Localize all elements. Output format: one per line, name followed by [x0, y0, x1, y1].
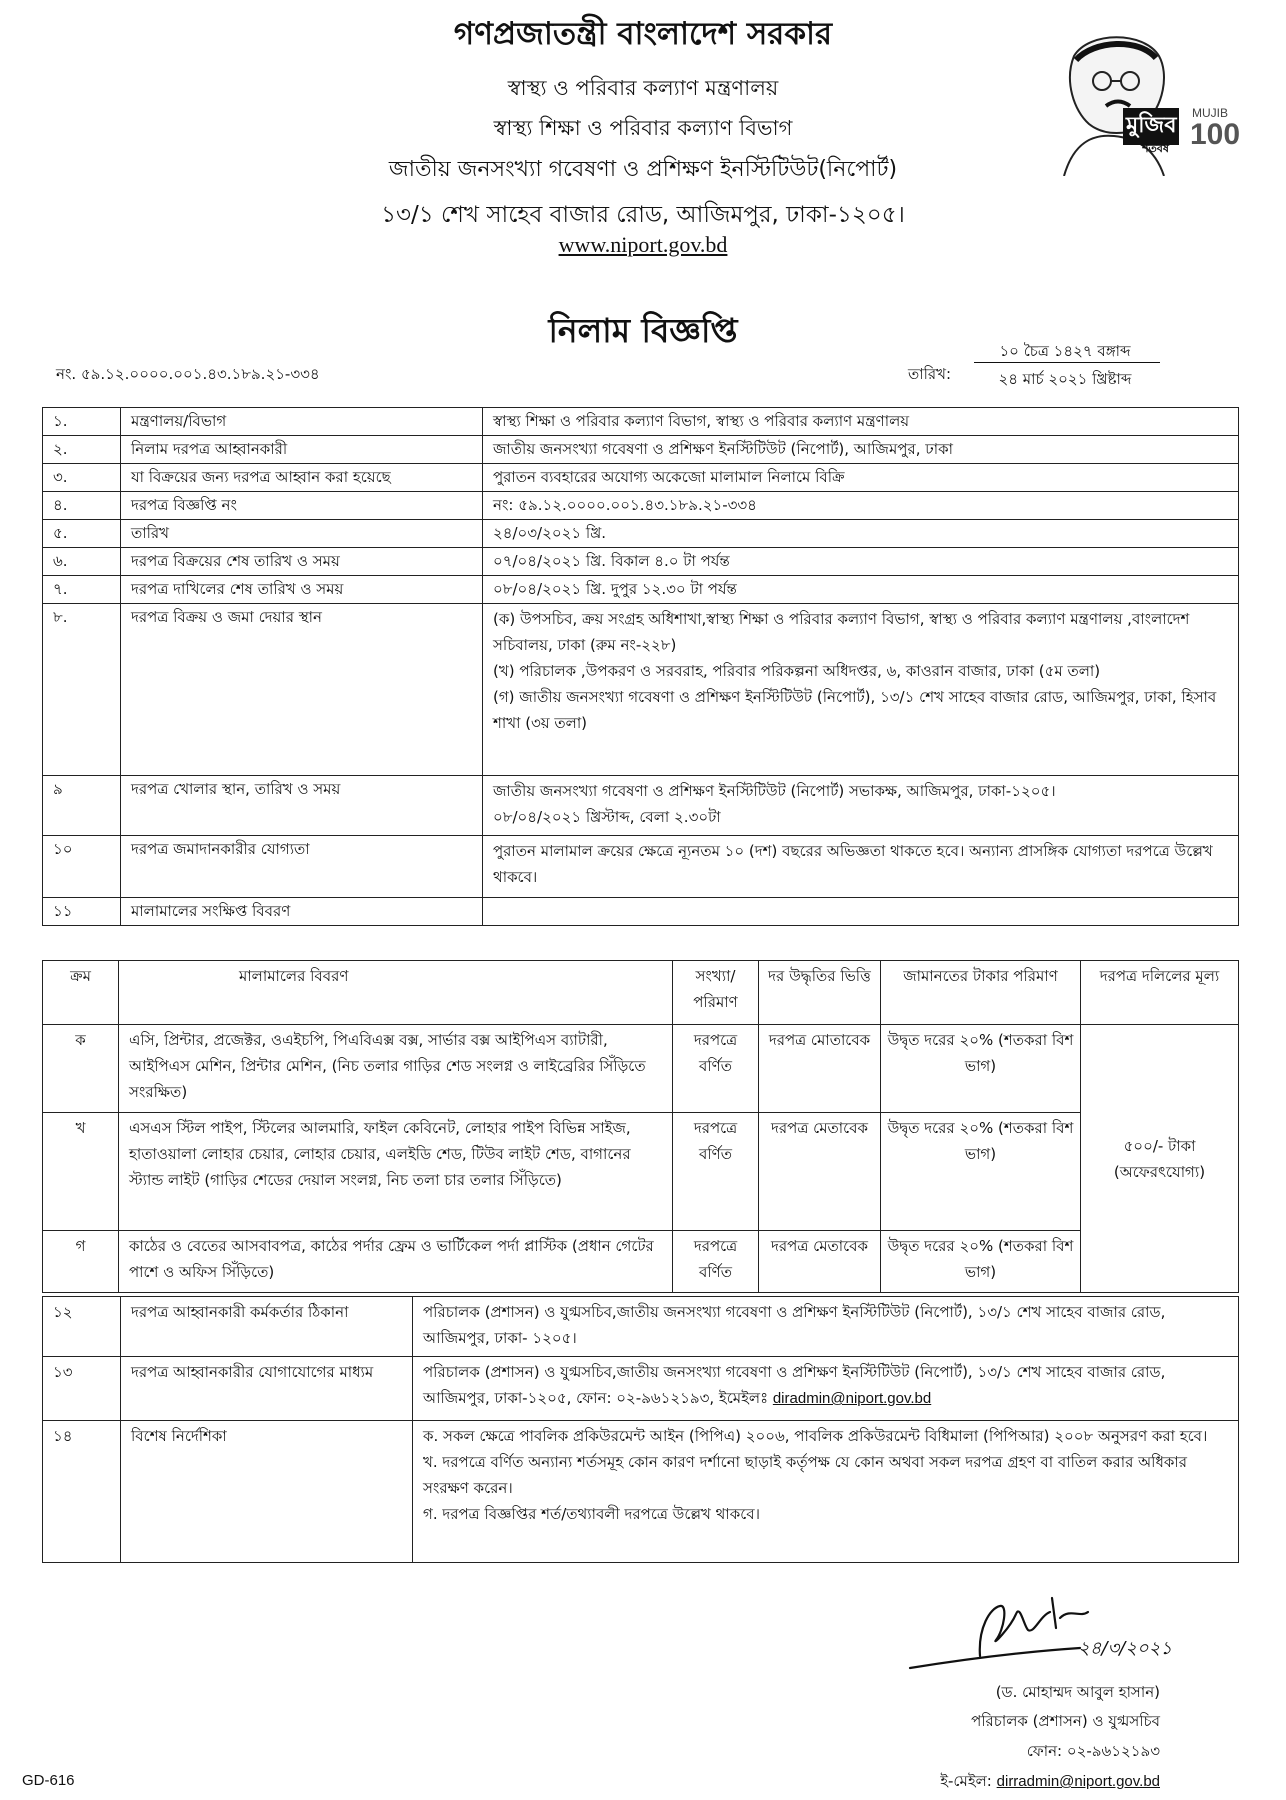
row-value: নং: ৫৯.১২.০০০০.০০১.৪৩.১৮৯.২১-৩৩৪ [483, 492, 1239, 520]
row-value [483, 898, 1239, 926]
row-label: দরপত্র দাখিলের শেষ তারিখ ও সময় [121, 576, 483, 604]
contact-table [42, 1296, 1239, 1563]
row-label: তারিখ [121, 520, 483, 548]
row-number: ৯ [43, 776, 121, 836]
item-serial: ক [43, 1025, 119, 1113]
row-label: বিশেষ নির্দেশিকা [121, 1421, 413, 1563]
row-number: ৬. [43, 548, 121, 576]
row-label: দরপত্র খোলার স্থান, তারিখ ও সময় [121, 776, 483, 836]
table-row [43, 836, 1239, 898]
details-table [42, 407, 1239, 926]
institute-name: জাতীয় জনসংখ্যা গবেষণা ও প্রশিক্ষণ ইনস্টিটিউট(নিপোর্ট) [388, 157, 898, 182]
date-bengali: ১০ চৈত্র ১৪২৭ বঙ্গাব্দ [999, 342, 1131, 360]
signature-date: ২৪/৩/২০২১ [1078, 1638, 1173, 1659]
row-number: ১. [43, 408, 121, 436]
item-description: এসি, প্রিন্টার, প্রজেক্টর, ওএইচপি, পিএবিএক্স বক্স, সার্ভার বক্স আইপিএস ব্যাটারী, আইপিএস মেশিন, প্রিন্টার মেশিন, (নিচ তলার গাড়ির শেড সংলগ্ন ও লাইব্রেরির সিঁড়িতে সংরক্ষিত) [119, 1025, 673, 1113]
row-value: ০৭/০৪/২০২১ খ্রি. বিকাল ৪.০ টা পর্যন্ত [483, 548, 1239, 576]
table-row [43, 1357, 1239, 1421]
logo-subtitle: শতবর্ষ [1142, 142, 1169, 155]
signatory-designation: পরিচালক (প্রশাসন) ও যুগ্মসচিব [971, 1712, 1160, 1730]
table-row [43, 492, 1239, 520]
row-number: ১২ [43, 1297, 121, 1357]
item-serial: গ [43, 1231, 119, 1293]
row-number: ২. [43, 436, 121, 464]
table-row [43, 1113, 1239, 1231]
table-row [43, 548, 1239, 576]
table-row [43, 576, 1239, 604]
table-row [43, 520, 1239, 548]
instruction-c: গ. দরপত্র বিজ্ঞপ্তির শর্ত/তথ্যাবলী দরপত্রে উল্লেখ থাকবে। [423, 1505, 760, 1523]
header-serial: ক্রম [43, 961, 119, 1025]
row-label: নিলাম দরপত্র আহ্বানকারী [121, 436, 483, 464]
row-value [413, 1421, 1239, 1563]
table-row [43, 408, 1239, 436]
row-value: পরিচালক (প্রশাসন) ও যুগ্মসচিব,জাতীয় জনসংখ্যা গবেষণা ও প্রশিক্ষণ ইনস্টিটিউট (নিপোর্ট), ১৩/১ শেখ সাহেব বাজার রোড, আজিমপুর, ঢাকা- ১২০৫। [413, 1297, 1239, 1357]
memo-number: নং. ৫৯.১২.০০০০.০০১.৪৩.১৮৯.২১-৩৩৪ [56, 365, 320, 383]
row-label: দরপত্র বিক্রয়ের শেষ তারিখ ও সময় [121, 548, 483, 576]
row-label: দরপত্র বিজ্ঞপ্তি নং [121, 492, 483, 520]
mujib-100-logo [1034, 26, 1234, 176]
row-number: ১৩ [43, 1357, 121, 1421]
row-number: ৪. [43, 492, 121, 520]
row-value: স্বাস্থ্য শিক্ষা ও পরিবার কল্যাণ বিভাগ, স্বাস্থ্য ও পরিবার কল্যাণ মন্ত্রণালয় [483, 408, 1239, 436]
instruction-b: খ. দরপত্রে বর্ণিত অন্যান্য শর্তসমূহ কোন কারণ দর্শানো ছাড়াই কর্তৃপক্ষ যে কোন অথবা সকল দরপত্র গ্রহণ বা বাতিল করার অধিকার সংরক্ষণ করেন। [423, 1453, 1187, 1497]
table-row [43, 1025, 1239, 1113]
email-label: ই-মেইল: [940, 1772, 992, 1790]
date-label: তারিখ: [908, 365, 952, 383]
row-label: দরপত্র আহ্বানকারীর যোগাযোগের মাধ্যম [121, 1357, 413, 1421]
row-number: ১৪ [43, 1421, 121, 1563]
signatory-email-line [940, 1770, 1160, 1795]
date-divider [974, 362, 1160, 363]
header-security: জামানতের টাকার পরিমাণ [881, 961, 1081, 1025]
item-security: উদ্বৃত দরের ২০% (শতকরা বিশ ভাগ) [881, 1231, 1081, 1293]
signatory-name: (ড. মোহাম্মদ আবুল হাসান) [995, 1683, 1160, 1701]
row-value [413, 1357, 1239, 1421]
website-link[interactable]: www.niport.gov.bd [558, 232, 728, 257]
table-row [43, 464, 1239, 492]
row-value: ০৮/০৪/২০২১ খ্রি. দুপুর ১২.৩০ টা পর্যন্ত [483, 576, 1239, 604]
row-value: জাতীয় জনসংখ্যা গবেষণা ও প্রশিক্ষণ ইনস্টিটিউট (নিপোর্ট), আজিমপুর, ঢাকা [483, 436, 1239, 464]
item-description: এসএস স্টিল পাইপ, স্টিলের আলমারি, ফাইল কেবিনেট, লোহার পাইপ বিভিন্ন সাইজ, হাতাওয়ালা লোহার চেয়ার, লোহার চেয়ার, এলইডি শেড, টিউব লাইট শেড, বাগানের স্ট্যান্ড লাইট (গাড়ির শেডের দেয়াল সংলগ্ন, নিচ তলা চার তলার সিঁড়িতে) [119, 1113, 673, 1231]
row-label: যা বিক্রয়ের জন্য দরপত্র আহ্বান করা হয়েছে [121, 464, 483, 492]
table-row [43, 436, 1239, 464]
instruction-a: ক. সকল ক্ষেত্রে পাবলিক প্রকিউরমেন্ট আইন (পিপিএ) ২০০৬, পাবলিক প্রকিউরমেন্ট বিধিমালা (পিপিআর) ২০০৮ অনুসরণ করা হবে। [423, 1427, 1208, 1445]
table-row [43, 1421, 1239, 1563]
item-serial: খ [43, 1113, 119, 1231]
place-b: (খ) পরিচালক ,উপকরণ ও সরবরাহ, পরিবার পরিকল্পনা অধিদপ্তর, ৬, কাওরান বাজার, ঢাকা (৫ম তলা) [493, 662, 1101, 680]
logo-text-bn: মুজিব [1123, 108, 1179, 145]
item-basis: দরপত্র মেতাবেক [759, 1113, 881, 1231]
header-quantity: সংখ্যা/ পরিমাণ [673, 961, 759, 1025]
header-basis: দর উদ্ধৃতির ভিত্তি [759, 961, 881, 1025]
row-value: ২৪/০৩/২০২১ খ্রি. [483, 520, 1239, 548]
row-label: মালামালের সংক্ষিপ্ত বিবরণ [121, 898, 483, 926]
row-value: পুরাতন ব্যবহারের অযোগ্য অকেজো মালামাল নিলামে বিক্রি [483, 464, 1239, 492]
contact-email-link[interactable]: diradmin@niport.gov.bd [772, 1390, 932, 1407]
item-quantity: দরপত্রে বর্ণিত [673, 1231, 759, 1293]
row-number: ১০ [43, 836, 121, 898]
item-basis: দরপত্র মোতাবেক [759, 1025, 881, 1113]
institute-address: ১৩/১ শেখ সাহেব বাজার রোড, আজিমপুর, ঢাকা-১২০৫। [381, 202, 905, 228]
item-quantity: দরপত্রে বর্ণিত [673, 1113, 759, 1231]
notice-title: নিলাম বিজ্ঞপ্তি [548, 311, 738, 350]
row-label: মন্ত্রণালয়/বিভাগ [121, 408, 483, 436]
table-row [43, 898, 1239, 926]
signatory-email-link[interactable]: dirradmin@niport.gov.bd [996, 1773, 1160, 1790]
item-security: উদ্বৃত দরের ২০% (শতকরা বিশ ভাগ) [881, 1113, 1081, 1231]
header-description: মালামালের বিবরণ [119, 961, 673, 1025]
opening-time: ০৮/০৪/২০২১ খ্রিস্টাব্দ, বেলা ২.৩০টা [493, 808, 721, 826]
footer-code: GD-616 [22, 1772, 75, 1789]
logo-number: 100 [1190, 118, 1241, 151]
table-row [43, 1231, 1239, 1293]
item-basis: দরপত্র মেতাবেক [759, 1231, 881, 1293]
government-title: গণপ্রজাতন্ত্রী বাংলাদেশ সরকার [453, 16, 833, 52]
division-name: স্বাস্থ্য শিক্ষা ও পরিবার কল্যাণ বিভাগ [493, 116, 793, 140]
contact-text: পরিচালক (প্রশাসন) ও যুগ্মসচিব,জাতীয় জনসংখ্যা গবেষণা ও প্রশিক্ষণ ইনস্টিটিউট (নিপোর্ট), ১৩/১ শেখ সাহেব বাজার রোড, আজিমপুর, ঢাকা-১২০৫, ফোন: ০২-৯৬১২১৯৩, ইমেইলঃ [423, 1363, 1166, 1407]
place-c: (গ) জাতীয় জনসংখ্যা গবেষণা ও প্রশিক্ষণ ইনস্টিটিউট (নিপোর্ট), ১৩/১ শেখ সাহেব বাজার রোড, আজিমপুর, ঢাকা, হিসাব শাখা (৩য় তলা) [493, 688, 1217, 732]
row-label: দরপত্র বিক্রয় ও জমা দেয়ার স্থান [121, 604, 483, 776]
row-number: ১১ [43, 898, 121, 926]
row-value: পুরাতন মালামাল ক্রয়ের ক্ষেত্রে ন্যূনতম ১০ (দশ) বছরের অভিজ্ঞতা থাকতে হবে। অন্যান্য প্রাসঙ্গিক যোগ্যতা দরপত্রে উল্লেখ থাকবে। [483, 836, 1239, 898]
row-label: দরপত্র আহ্বানকারী কর্মকর্তার ঠিকানা [121, 1297, 413, 1357]
item-quantity: দরপত্রে বর্ণিত [673, 1025, 759, 1113]
place-a: (ক) উপসচিব, ক্রয় সংগ্রহ অধিশাখা,স্বাস্থ্য শিক্ষা ও পরিবার কল্যাণ বিভাগ, স্বাস্থ্য ও পরিবার কল্যাণ মন্ত্রণালয় ,বাংলাদেশ সচিবালয়, ঢাকা (রুম নং-২২৮) [493, 610, 1190, 654]
items-header-row [43, 961, 1239, 1025]
row-value [483, 776, 1239, 836]
row-number: ৮. [43, 604, 121, 776]
row-number: ৭. [43, 576, 121, 604]
ministry-name: স্বাস্থ্য ও পরিবার কল্যাণ মন্ত্রণালয় [507, 76, 779, 100]
date-gregorian: ২৪ মার্চ ২০২১ খ্রিষ্টাব্দ [998, 370, 1132, 388]
table-row [43, 776, 1239, 836]
item-description: কাঠের ও বেতের আসবাবপত্র, কাঠের পর্দার ফ্রেম ও ভার্টিকেল পর্দা প্লাস্টিক (প্রধান গেটের পাশে ও অফিস সিঁড়িতে) [119, 1231, 673, 1293]
row-number: ৫. [43, 520, 121, 548]
row-number: ৩. [43, 464, 121, 492]
row-value [483, 604, 1239, 776]
doc-price-value: ৫০০/- টাকা (অফেরৎযোগ্য) [1081, 1025, 1239, 1293]
table-row [43, 604, 1239, 776]
items-table [42, 960, 1239, 1293]
header-doc-price: দরপত্র দলিলের মূল্য [1081, 961, 1239, 1025]
item-security: উদ্বৃত দরের ২০% (শতকরা বিশ ভাগ) [881, 1025, 1081, 1113]
signatory-phone: ফোন: ০২-৯৬১২১৯৩ [1026, 1742, 1160, 1760]
table-row [43, 1297, 1239, 1357]
opening-place: জাতীয় জনসংখ্যা গবেষণা ও প্রশিক্ষণ ইনস্টিটিউট (নিপোর্ট) সভাকক্ষ, আজিমপুর, ঢাকা-১২০৫। [493, 782, 1056, 800]
handwritten-signature [900, 1568, 1200, 1688]
row-label: দরপত্র জমাদানকারীর যোগ্যতা [121, 836, 483, 898]
logo-text-en: MUJIB [1192, 106, 1228, 120]
